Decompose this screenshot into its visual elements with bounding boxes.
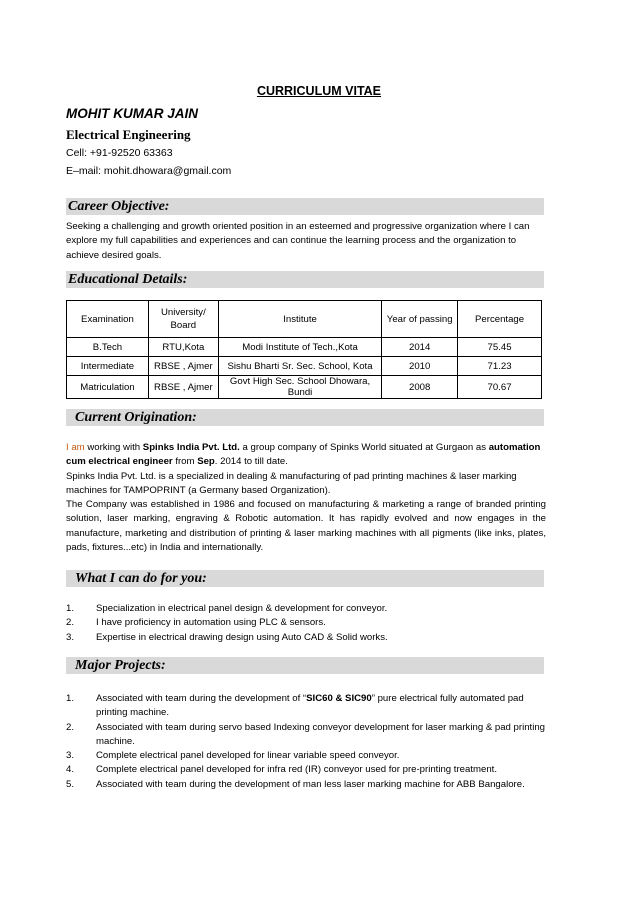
text-fragment: from [172,456,198,468]
candidate-name: MOHIT KUMAR JAIN [66,106,198,121]
list-item [66,602,546,616]
text-fragment: a group company of Spinks World situated at Gurgaon as [239,442,489,453]
email-address: E–mail: mohit.dhowara@gmail.com [66,165,232,177]
text-fragment: ” pure electrical fully automated pad printing machine. [96,693,524,719]
list-number: 1. [66,603,75,614]
list-number: 3. [66,750,75,762]
education-table [66,300,542,399]
table-cell: 2008 [382,376,458,399]
current-employment-paragraph [66,441,546,470]
list-text: Associated with team during the development of man less laser marking machine for ABB Bangalore. [96,778,525,790]
list-item [66,749,546,763]
company-description-paragraph: Spinks India Pvt. Ltd. is a specialized in dealing & manufacturing of pad printing machines & laser marking machines for TAMPOPRINT (a Germany based Organization). [66,470,517,496]
list-text: Associated with team during servo based Indexing conveyor development for laser marking & pad printing machine. [96,721,546,747]
table-cell: 2010 [382,357,458,376]
list-number: 1. [66,693,75,704]
list-text [96,693,524,718]
list-text: Expertise in electrical drawing design using Auto CAD & Solid works. [96,631,388,643]
career-objective-paragraph: Seeking a challenging and growth oriented position in an esteemed and progressive organization where I can explore my full capabilities and experiences and can continue the learning process and the organization to achieve desired goals. [66,221,530,261]
list-text: Specialization in electrical panel design & development for conveyor. [96,603,388,614]
list-number: 5. [66,778,75,790]
table-cell: Matriculation [67,376,149,399]
table-row [67,376,542,399]
table-row [67,338,542,357]
column-header: Year of passing [382,301,458,338]
list-text: Complete electrical panel developed for linear variable speed conveyor. [96,750,400,762]
document-title: CURRICULUM VITAE [256,84,382,98]
list-text: Complete electrical panel developed for infra red (IR) conveyor used for pre-printing treatment. [96,764,498,776]
table-row [67,357,542,376]
table-cell: B.Tech [67,338,149,357]
text-fragment: working with [84,442,143,453]
current-origination-text [66,441,546,555]
list-item [66,721,546,750]
list-text: I have proficiency in automation using PLC & sensors. [96,617,326,629]
list-number: 3. [66,631,75,643]
table-cell: 2014 [382,338,458,357]
column-header: University/ Board [148,301,218,338]
career-objective-text [66,220,546,263]
list-item [66,778,546,792]
current-origination-heading: Current Origination: [66,409,544,426]
skills-list [66,602,546,645]
column-header: Percentage [458,301,542,338]
text-fragment: Associated with team during the development of “ [96,693,307,704]
education-table-header [67,301,542,338]
list-item [66,692,546,721]
table-cell: 71.23 [458,357,542,376]
company-name: Spinks India Pvt. Ltd. [142,442,240,453]
intro-text: I am [66,442,85,453]
column-header: Examination [67,301,149,338]
major-projects-heading: Major Projects: [66,657,544,674]
skills-heading: What I can do for you: [66,570,544,587]
table-cell: Sishu Bharti Sr. Sec. School, Kota [218,357,381,376]
list-number: 4. [66,764,75,776]
table-cell: Modi Institute of Tech.,Kota [218,338,381,357]
table-cell: 70.67 [458,376,542,399]
educational-details-heading: Educational Details: [66,271,544,288]
list-item [66,763,546,777]
text-fragment: . 2014 to till date. [214,456,288,468]
department: Electrical Engineering [66,127,191,142]
table-cell: RBSE , Ajmer [148,376,218,399]
list-item [66,631,546,645]
table-cell: 75.45 [458,338,542,357]
table-cell: RTU,Kota [148,338,218,357]
start-month: Sep [197,456,215,468]
list-item [66,616,546,630]
table-cell: Govt High Sec. School Dhowara, Bundi [218,376,381,399]
projects-list [66,692,546,792]
company-history-paragraph: The Company was established in 1986 and focused on manufacturing & marketing a range of branded printing solution, laser marking, engraving & Robotic automation. It has rapidly evolved and now engages in the manufacture, marketing and distribution of printing & laser marking machines with all pigments (like inks, plates, pads, fixtures...etc) in India and internationally. [66,499,546,554]
table-cell: RBSE , Ajmer [148,357,218,376]
career-objective-heading: Career Objective: [66,198,544,215]
cell-number: Cell: +91-92520 63363 [66,147,173,159]
list-number: 2. [66,617,75,629]
list-number: 2. [66,721,75,733]
column-header: Institute [218,301,381,338]
table-cell: Intermediate [67,357,149,376]
machine-models: SIC60 & SIC90 [306,693,372,704]
job-role: automation cum electrical engineer [66,442,541,468]
